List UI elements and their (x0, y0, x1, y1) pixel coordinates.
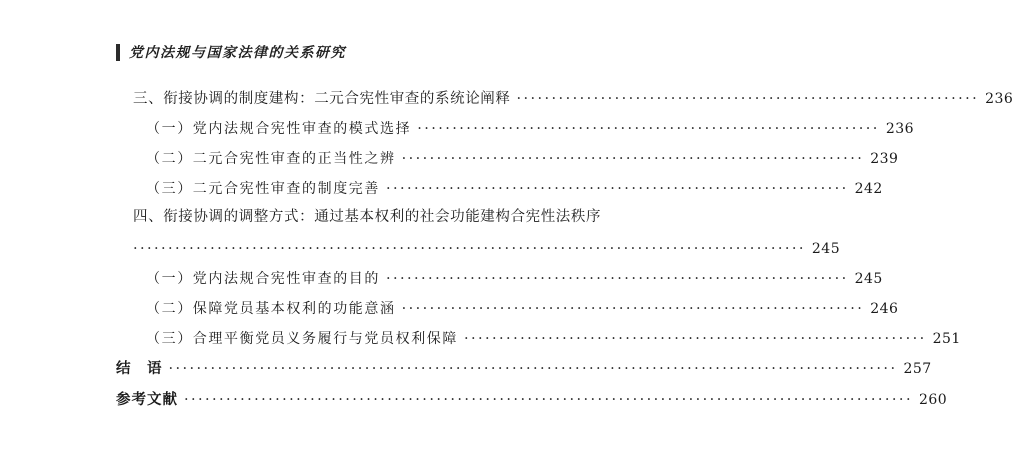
toc-entry-label: （三）合理平衡党员义务履行与党员权利保障 (146, 331, 458, 347)
toc-entry-section-4[interactable] (133, 238, 841, 260)
toc-entry-references[interactable] (116, 389, 948, 411)
toc-entry-page: 245 (811, 241, 841, 257)
toc-entry-label: （二）二元合宪性审查的正当性之辨 (146, 151, 396, 167)
leader-dots: ·································································· (417, 121, 880, 137)
toc-entry-page: 236 (885, 121, 915, 137)
toc-entry-section-3[interactable] (133, 88, 1013, 110)
running-header (116, 42, 346, 62)
toc-entry-4-2[interactable] (146, 298, 899, 320)
toc-entry-4-3[interactable] (146, 328, 961, 350)
leader-dots: ·································································· (401, 151, 865, 167)
leader-dots: ·································································· (386, 181, 849, 197)
header-bar (116, 44, 120, 61)
toc-entry-page: 257 (903, 361, 932, 377)
toc-entry-page: 246 (870, 301, 899, 317)
leader-dots: ································································································ (133, 241, 806, 257)
toc-entry-page: 260 (918, 392, 948, 408)
book-title: 党内法规与国家法律的关系研究 (129, 45, 346, 61)
toc-entry-label: 参考文献 (116, 391, 178, 408)
toc-entry-page: 236 (985, 91, 1013, 107)
toc-entry-label: （三）二元合宪性审查的制度完善 (146, 181, 380, 197)
leader-dots: ·································································· (464, 331, 927, 347)
toc-entry-label: （一）党内法规合宪性审查的模式选择 (146, 121, 412, 137)
toc-entry-3-3[interactable] (146, 178, 883, 200)
leader-dots: ·································································· (516, 91, 980, 107)
toc-entry-label: （二）保障党员基本权利的功能意涵 (146, 301, 396, 317)
toc-entry-label: 三、衔接协调的制度建构：二元合宪性审查的系统论阐释 (133, 91, 511, 107)
leader-dots: ·································································· (401, 301, 865, 317)
toc-entry-conclusion[interactable] (116, 358, 932, 380)
toc-entry-label: 结 语 (116, 360, 163, 377)
toc-entry-label: （一）党内法规合宪性审查的目的 (146, 271, 380, 287)
toc-entry-page: 239 (870, 151, 899, 167)
leader-dots: ·································································· (386, 271, 849, 287)
leader-dots: ········································································································ (168, 361, 898, 377)
toc-entry-3-1[interactable] (146, 118, 915, 140)
toc-entry-page: 251 (932, 331, 961, 347)
leader-dots: ········································································································ (184, 392, 913, 408)
toc-entry-3-2[interactable] (146, 148, 899, 170)
toc-entry-section-4-label[interactable]: 四、衔接协调的调整方式：通过基本权利的社会功能建构合宪性法秩序 (133, 209, 602, 225)
toc-entry-4-1[interactable] (146, 268, 883, 290)
toc-entry-page: 245 (854, 271, 883, 287)
toc-entry-page: 242 (854, 181, 883, 197)
